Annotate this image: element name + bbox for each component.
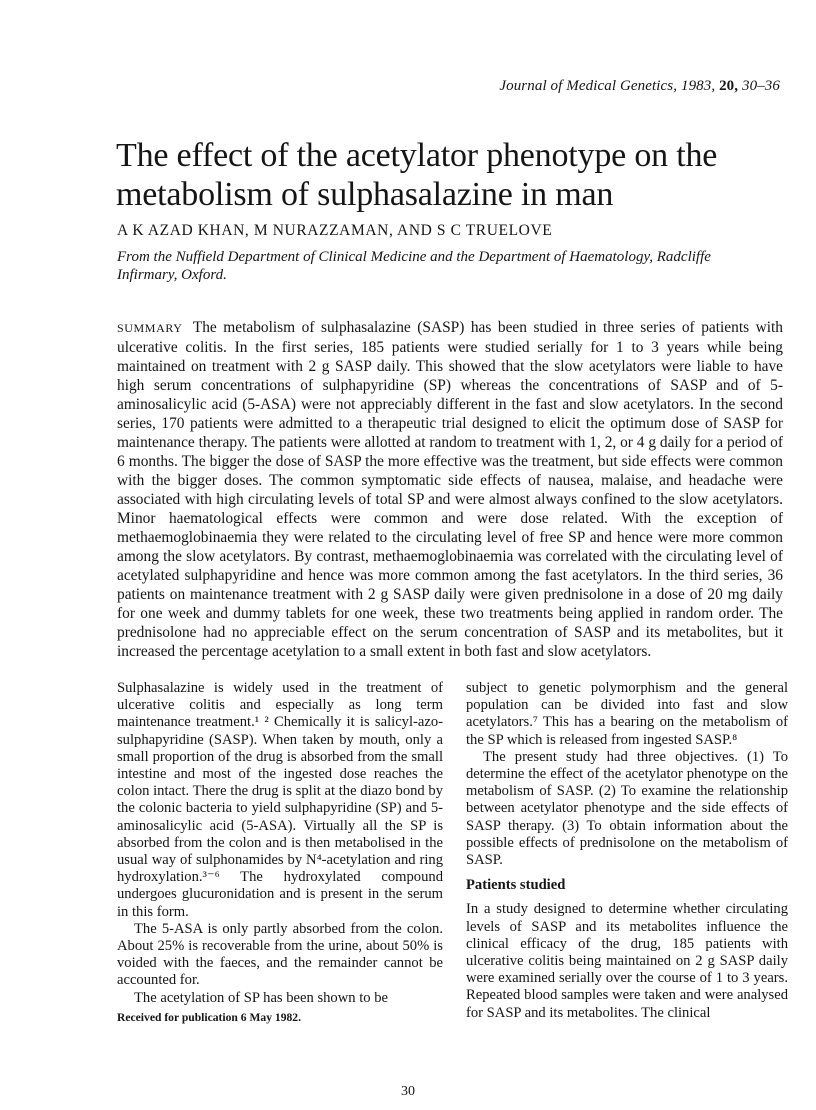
article-title: The effect of the acetylator phenotype on the metabolism of sulphasalazine in man	[116, 137, 718, 213]
body-paragraph: subject to genetic polymorphism and the general population can be divided into fast and slow acetylators.⁷ This has a bearing on the metabolism of the SP which is released from ingested SASP.⁸	[466, 680, 788, 748]
article-authors: A K AZAD KHAN, M NURAZZAMAN, AND S C TRUELOVE	[117, 222, 553, 239]
received-date: Received for publication 6 May 1982.	[117, 1010, 301, 1024]
body-paragraph: The acetylation of SP has been shown to be	[134, 989, 388, 1006]
journal-year: 1983,	[680, 78, 716, 94]
journal-citation	[499, 78, 780, 95]
summary-block	[117, 318, 783, 661]
summary-text: The metabolism of sulphasalazine (SASP) has been studied in three series of patients with ulcerative colitis. In the first series, 185 patients were studied serially for 1 to 3 years while being maintained on treatment with 2 g SASP daily. This showed that the slow acetylators were liable to have high serum concentrations of sulphapyridine (SP) whereas the concentrations of SASP and of 5-aminosalicylic acid (5-ASA) were not appreciably different in the fast and slow acetylators. In the second series, 170 patients were admitted to a therapeutic trial designed to elicit the optimum dose of SASP for maintenance therapy. The patients were allotted at random to treatment with 1, 2, or 4 g daily for a period of 6 months. The bigger the dose of SASP the more effective was the treatment, but side effects were common with the bigger doses. The common symptomatic side effects of nausea, malaise, and headache were associated with high circulating levels of total SP and were almost always confined to the slow acetylators. Minor haematological effects were common and were dose related. With the exception of methaemoglobinaemia they were related to the circulating level of free SP and hence were more common among the slow acetylators. By contrast, methaemoglobinaemia was correlated with the circulating level of acetylated sulphapyridine and hence was more common among the fast acetylators. In the third series, 36 patients on maintenance treatment with 2 g SASP daily were given prednisolone in a dose of 20 mg daily for one week and dummy tablets for one week, these two treatments being applied in random order. The prednisolone had no appreciable effect on the serum concentration of SASP and its metabolites, but it increased the percentage acetylation to a small extent in both fast and slow acetylators.	[117, 319, 783, 660]
body-paragraph: The 5-ASA is only partly absorbed from the colon. About 25% is recoverable from the urine, about 50% is voided with the faeces, and the remainder cannot be accounted for.	[117, 920, 443, 989]
body-paragraph: The present study had three objectives. (1) To determine the effect of the acetylator phenotype on the metabolism of SASP. (2) To examine the relationship between acetylator phenotype and the side effects of SASP therapy. (3) To obtain information about the possible effects of prednisolone on the metabolism of SASP.	[466, 748, 788, 869]
section-heading: Patients studied	[466, 877, 566, 894]
journal-pages: 30–36	[742, 78, 780, 94]
body-paragraph: In a study designed to determine whether circulating levels of SASP and its metabolites influence the clinical efficacy of the drug, 185 patients with ulcerative colitis being maintained on 2 g SASP daily were examined serially over the course of 1 to 3 years. Repeated blood samples were taken and were analysed for SASP and its metabolites. The clinical	[466, 901, 788, 1021]
journal-name: Journal of Medical Genetics,	[499, 78, 678, 94]
body-column-right	[466, 680, 788, 1022]
body-paragraph: Sulphasalazine is widely used in the treatment of ulcerative colitis and especially as long term maintenance treatment.¹ ² Chemically it is salicyl-azo-sulphapyridine (SASP). When taken by mouth, only a small proportion of the drug is absorbed from the small intestine and most of the ingested dose reaches the colon intact. There the drug is split at the diazo bond by the colonic bacteria to yield sulphapyridine (SP) and 5-aminosalicylic acid (5-ASA). Virtually all the SP is absorbed from the colon and is then metabolised in the usual way of sulphonamides by N⁴-acetylation and ring hydroxylation.³⁻⁶ The hydroxylated compound undergoes glucuronidation and is present in the serum in this form.	[117, 680, 443, 920]
body-column-left	[117, 680, 443, 1026]
page-number: 30	[401, 1084, 415, 1099]
article-affiliation: From the Nuffield Department of Clinical Medicine and the Department of Haematology, Radcliffe Infirmary, Oxford.	[117, 249, 711, 283]
journal-volume: 20,	[719, 78, 739, 94]
summary-label: SUMMARY	[117, 321, 183, 335]
